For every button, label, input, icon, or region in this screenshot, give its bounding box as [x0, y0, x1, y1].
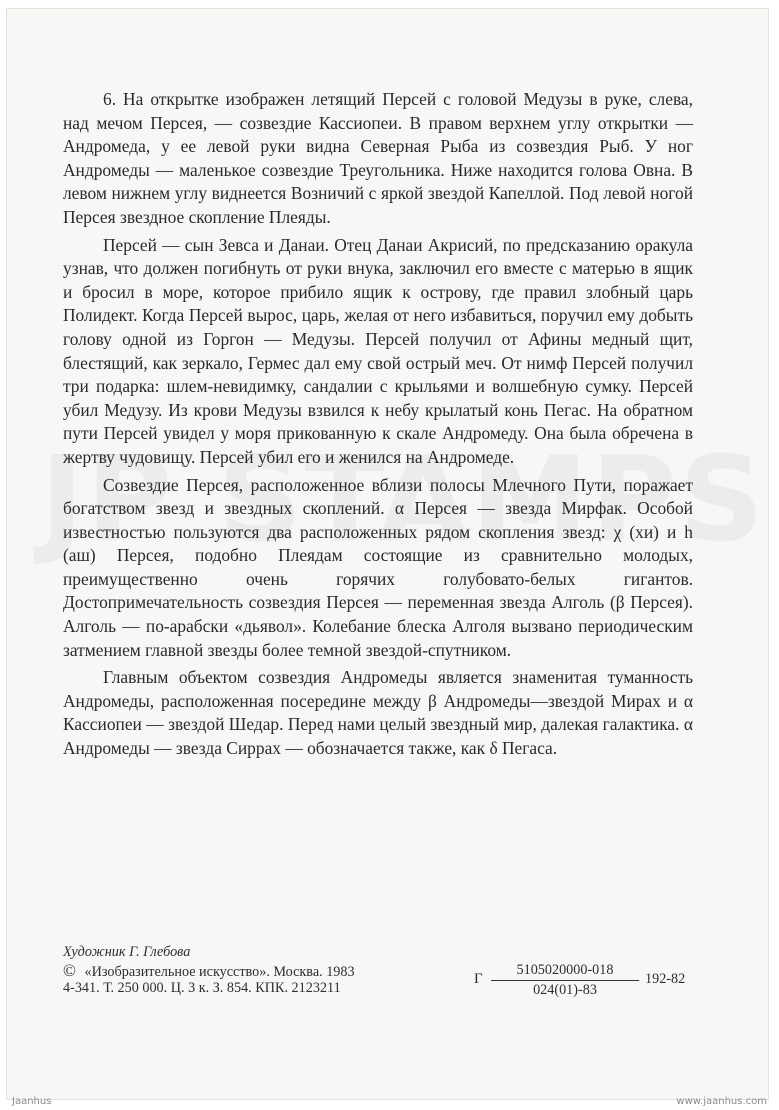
catalog-fraction — [491, 962, 639, 1000]
copyright-symbol: © — [63, 960, 76, 980]
publisher-line — [63, 962, 355, 982]
fraction-bottom: 024(01)-83 — [533, 982, 597, 998]
description-text — [63, 88, 693, 765]
footer-bar — [0, 1094, 779, 1110]
print-info: 4-341. Т. 250 000. Ц. 3 к. З. 854. КПК. 2123211 — [63, 979, 341, 996]
paragraph-2: Персей — сын Зевса и Данаи. Отец Данаи Акрисий, по предсказанию оракула узнав, что должен погибнуть от руки внука, заключил его вместе с матерью в ящик и бросил в море, которое прибило ящик к острову, где правил злобный царь Полидект. Когда Персей вырос, царь, желая от него избавиться, поручил ему добыть голову одной из Горгон — Медузы. Персей получил от Афины медный щит, блестящий, как зеркало, Гермес дал ему свой острый меч. От нимф Персей получил три подарка: шлем-невидимку, сандалии с крыльями и волшебную сумку. Персей убил Медузу. Из крови Медузы взвился к небу крылатый конь Пегас. На обратном пути Персей увидел у моря прикованную к скале Андромеду. Она была обречена в жертву чудовищу. Персей убил его и женился на Андромеде. — [63, 234, 693, 467]
footer-url: www.jaanhus.com — [676, 1096, 767, 1107]
artist-credit: Художник Г. Глебова — [63, 944, 191, 960]
paragraph-1: 6. На открытке изображен летящий Персей с головой Медузы в руке, слева, над мечом Персея, — созвездие Кассиопеи. В правом верхнем углу открытки — Андромеда, у ее левой руки видна Северная Рыба из созвездия Рыб. У ног Андромеды — маленькое созвездие Треугольника. Ниже находится голова Овна. В левом нижнем углу виднеется Возничий с яркой звездой Капеллой. Под левой ногой Персея звездное скопление Плеяды. — [63, 89, 693, 227]
paragraph-3: Созвездие Персея, расположенное вблизи полосы Млечного Пути, поражает богатством звезд и звездных скоплений. α Персея — звезда Мирфак. Особой известностью пользуются два расположенных рядом скопления звезд: χ (хи) и h (аш) Персея, подобно Плеядам состоящие из сравнительно молодых, преимущественно очень горячих голубовато-белых гигантов. Достопримечательность созвездия Персея — переменная звезда Алголь (β Персея). Алголь — по-арабски «дьявол». Колебание блеска Алголя вызвано периодическим затмением главной звезды более темной звездой-спутником. — [63, 474, 693, 660]
g-letter: Г — [474, 970, 483, 987]
publisher-block — [63, 962, 703, 998]
footer-source: Jaanhus — [12, 1096, 52, 1107]
publisher-name: «Изобразительное искусство». Москва. 1983 — [84, 963, 355, 980]
catalog-code: 192-82 — [645, 970, 686, 987]
paragraph-4: Главным объектом созвездия Андромеды является знаменитая туманность Андромеды, расположенная посередине между β Андромеды—звездой Мирах и α Кассиопеи — звездой Шедар. Перед нами целый звездный мир, далекая галактика. α Андромеды — звезда Сиррах — обозначается также, как δ Пегаса. — [63, 667, 693, 759]
imprint — [63, 944, 703, 998]
fraction-top: 5105020000-018 — [491, 962, 639, 982]
